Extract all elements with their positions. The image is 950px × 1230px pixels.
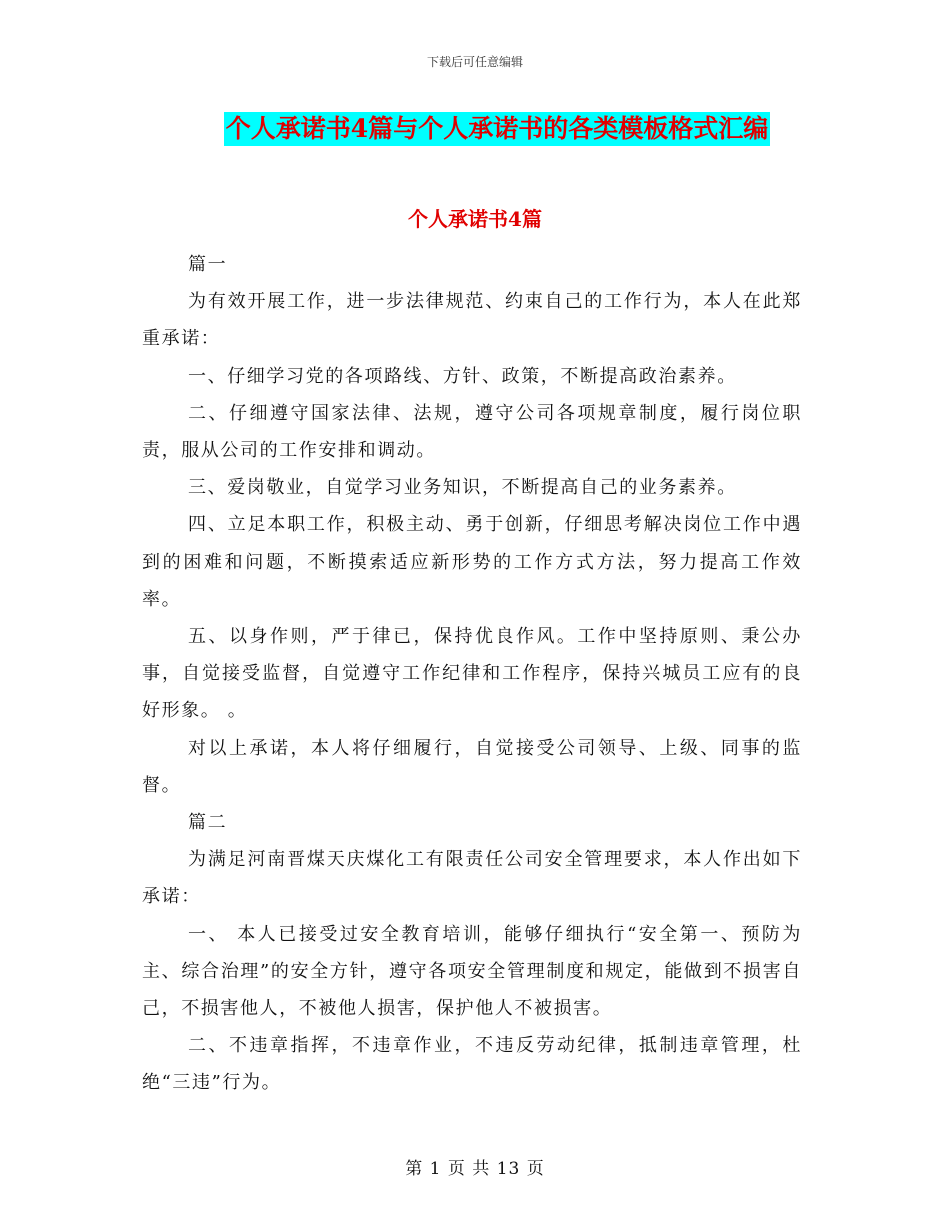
paragraph: 五、以身作则，严于律已，保持优良作风。工作中坚持原则、秉公办事，自觉接受监督，自觉遵守工作纪律和工作程序，保持兴城员工应有的良好形象。 。 — [142, 626, 802, 722]
paragraph: 为有效开展工作，进一步法律规范、约束自己的工作行为，本人在此郑重承诺： — [142, 291, 802, 350]
header-note: 下载后可任意编辑 — [426, 55, 523, 69]
paragraph: 三、爱岗敬业，自觉学习业务知识，不断提高自己的业务素养。 — [188, 477, 737, 499]
page-footer: 第 1 页 共 13 页 — [405, 1159, 545, 1179]
main-title-container — [0, 112, 950, 146]
paragraph-section-heading: 篇一 — [188, 254, 228, 275]
paragraph: 对以上承诺，本人将仔细履行，自觉接受公司领导、上级、同事的监督。 — [142, 737, 802, 796]
paragraph: 四、立足本职工作，积极主动、勇于创新，仔细思考解决岗位工作中遇到的困难和问题，不断摸索适应新形势的工作方式方法，努力提高工作效率。 — [142, 514, 802, 610]
paragraph: 二、不违章指挥，不违章作业，不违反劳动纪律，抵制违章管理，杜绝“三违”行为。 — [142, 1035, 802, 1094]
paragraph: 二、仔细遵守国家法律、法规，遵守公司各项规章制度，履行岗位职责，服从公司的工作安排和调动。 — [142, 402, 802, 462]
paragraph: 一、仔细学习党的各项路线、方针、政策，不断提高政治素养。 — [188, 365, 737, 387]
main-title: 个人承诺书4篇与个人承诺书的各类模板格式汇编 — [224, 112, 770, 146]
paragraph: 为满足河南晋煤天庆煤化工有限责任公司安全管理要求，本人作出如下承诺： — [142, 849, 802, 908]
document-body — [142, 246, 802, 1102]
sub-title: 个人承诺书4篇 — [408, 207, 542, 231]
paragraph-section-heading: 篇二 — [188, 812, 228, 834]
paragraph: 一、 本人已接受过安全教育培训，能够仔细执行“安全第一、预防为主、综合治理”的安全方针，遵守各项安全管理制度和规定，能做到不损害自己，不损害他人，不被他人损害，保护他人不被损害。 — [142, 923, 802, 1020]
